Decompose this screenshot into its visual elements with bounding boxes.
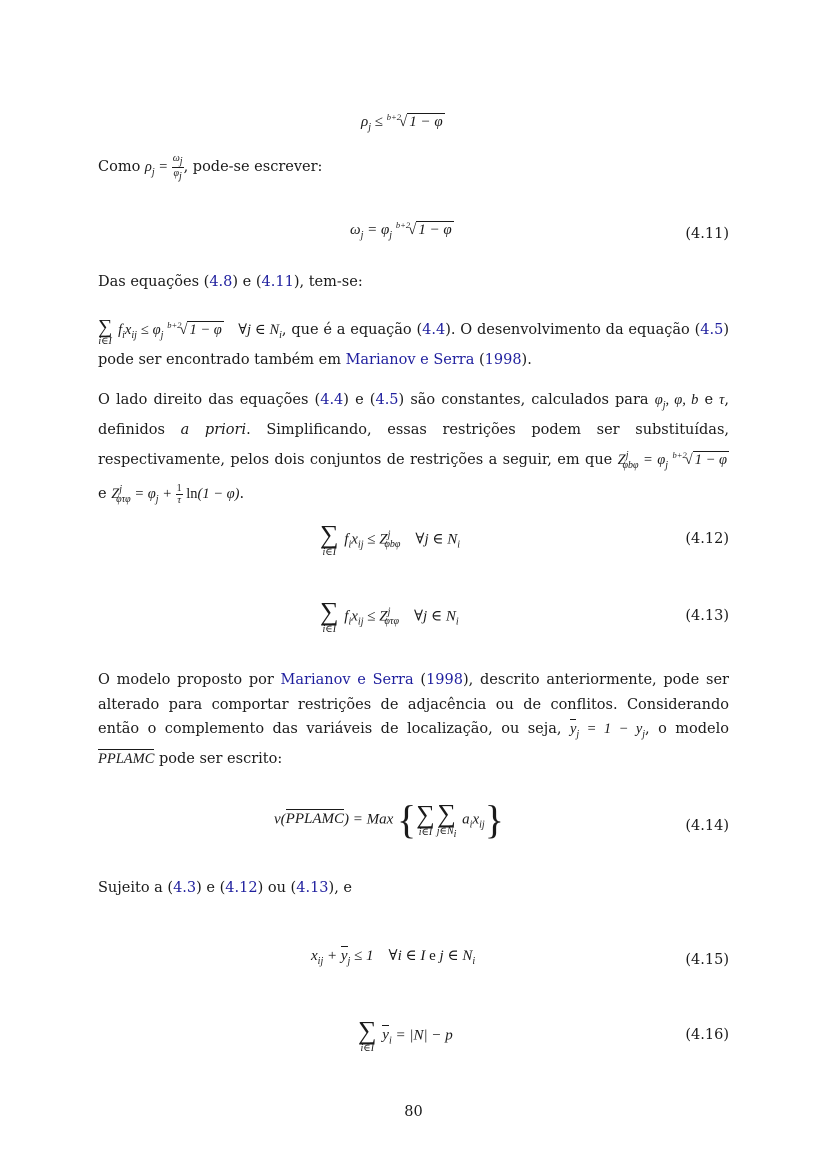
paragraph-lado-direito: O lado direito das equações (4.4) e (4.5) são constantes, calculados para $\varphi_j$, φ, b e τ, definidos a priori. Simplificando, essas restrições podem ser substituídas, respectivamente, pelos dois conjuntos de restrições a seguir, em que $Z^j_{\varphi b\varphi} = \varphi_j$ $^{b+2}$√ 1 − φ e $Z^j_{\varphi\tau\varphi} = \varphi_j$ + $\frac{1}{\tau}$ ln(1 − φ).	[98, 392, 729, 507]
equation-number: (4.12)	[685, 531, 729, 547]
ref-4-12[interactable]: 4.12	[225, 880, 258, 896]
paragraph-sujeito: Sujeito a (4.3) e (4.12) ou (4.13), e	[98, 880, 353, 896]
page-number: 80	[404, 1104, 423, 1120]
equation-4-14: v(PPLAMC) = Max { ∑ i∈I ∑ $j\in N_i$ $a_ix_{ij}$} (4.14)	[274, 797, 729, 842]
equation-number: (4.13)	[685, 608, 729, 624]
paragraph-das-equacoes: Das equações (4.8) e (4.11), tem-se:	[98, 274, 363, 290]
paragraph-modelo-proposto: O modelo proposto por Marianov e Serra (1998), descrito anteriormente, pode ser alterado para comportar restrições de adjacência ou de conflitos. Considerando então o complemento das variáveis de localização, ou seja, $y_j = 1 - y_j$, o modelo PPLAMC pode ser escrito:	[98, 672, 729, 768]
equation-4-15: $x_{ij} + y_j \le 1$ ∀i ∈ I e j ∈ $N_i$ (4.15)	[311, 948, 729, 968]
citation-marianov-serra[interactable]: Marianov e Serra	[345, 352, 475, 369]
equation-number: (4.11)	[685, 226, 729, 242]
ref-4-5[interactable]: 4.5	[700, 322, 724, 338]
citation-year[interactable]: 1998	[484, 352, 522, 369]
equation-number: (4.16)	[685, 1027, 729, 1043]
equation-4-11: $\omega_j = \varphi_j$ $^{b+2}$√ 1 − φ (4.11)	[350, 220, 729, 242]
paragraph-como: Como $\rho_j$ = $\frac{\omega_j}{\varphi_j}$ , pode-se escrever:	[98, 153, 323, 182]
equation-number: (4.14)	[685, 818, 729, 834]
equation-rho-bound: $\rho_j \le ^{b+2}√$ 1 − φ	[361, 112, 443, 133]
equation-4-12: ∑ i∈I $f_ix_{ij} \le Z^j_{\varphi b\varphi}$ ∀j ∈ $N_i$ (4.12)	[320, 520, 729, 558]
equation-4-16: ∑ i∈I $y_i = |N| - p$ (4.16)	[358, 1016, 729, 1054]
citation-marianov-serra-b[interactable]: Marianov e Serra	[280, 672, 414, 688]
ref-4-13[interactable]: 4.13	[296, 880, 329, 896]
ref-4-11[interactable]: 4.11	[261, 274, 294, 290]
paragraph-sum-inline: ∑ i∈I $f_ix_{ij} \le \varphi_j$ $^{b+2}$√ 1 − φ ∀j ∈ $N_i$, que é a equação (4.4). O desenvolvimento da equação (4.5) pode ser encontrado também em Marianov e Serra (1998).	[98, 316, 730, 369]
ref-4-5-b[interactable]: 4.5	[375, 392, 399, 408]
ref-4-3[interactable]: 4.3	[173, 880, 197, 896]
equation-number: (4.15)	[685, 952, 729, 968]
citation-year-b[interactable]: 1998	[426, 672, 463, 688]
ref-4-8[interactable]: 4.8	[209, 274, 233, 290]
ref-4-4-b[interactable]: 4.4	[320, 392, 344, 408]
ref-4-4[interactable]: 4.4	[422, 322, 446, 338]
equation-4-13: ∑ i∈I $f_ix_{ij} \le Z^j_{\varphi\tau\varphi}$ ∀j ∈ $N_i$ (4.13)	[320, 597, 729, 635]
